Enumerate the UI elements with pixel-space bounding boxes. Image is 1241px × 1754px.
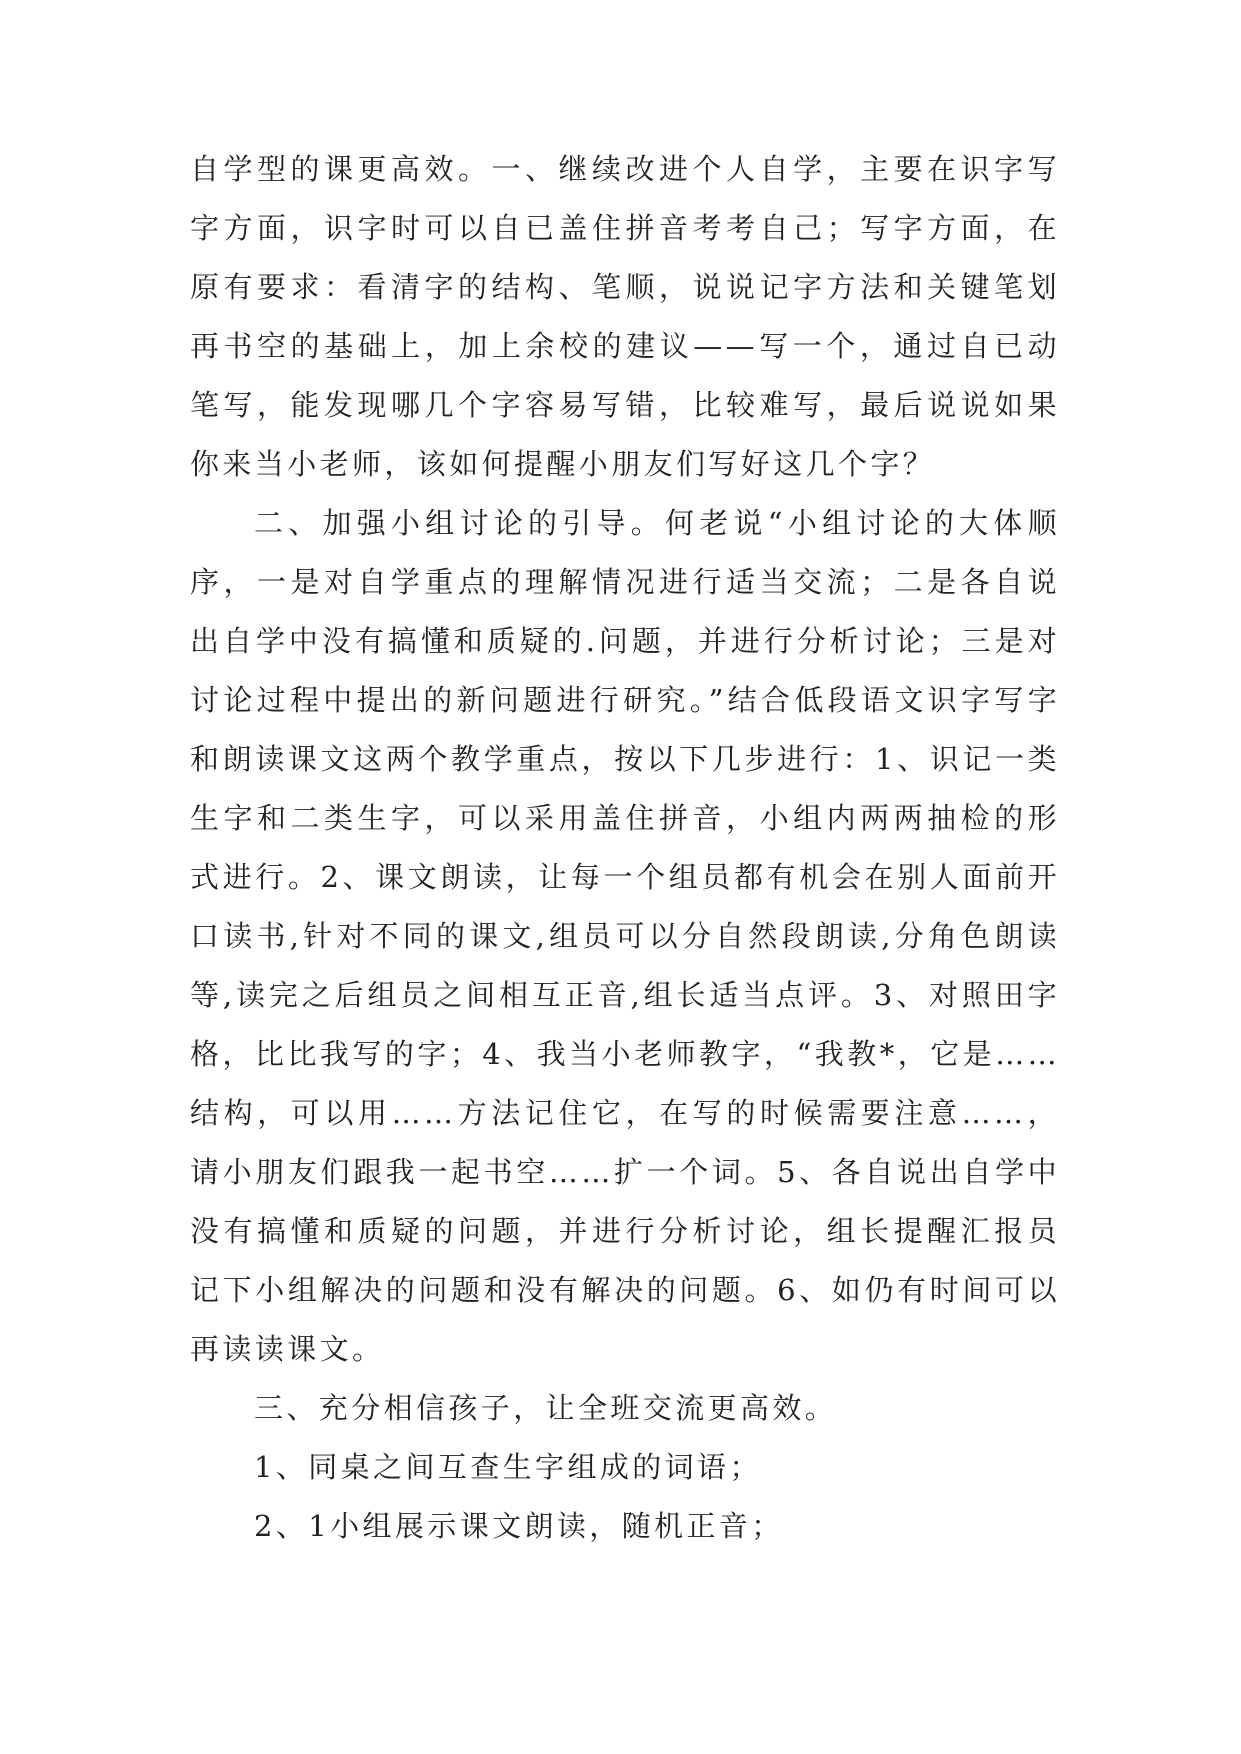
paragraph-list-item-2: 2、1小组展示课文朗读，随机正音； <box>254 1509 784 1543</box>
paragraph-list-item-1: 1、同桌之间互查生字组成的词语； <box>254 1450 762 1484</box>
paragraph-self-study: 自学型的课更高效。一、继续改进个人自学，主要在识字写字方面，识字时可以自已盖住拼音考考自己；写字方面，在原有要求：看清字的结构、笔顺，说说记字方法和关键笔划再书空的基础上，加上余校的建议——写一个，通过自已动笔写，能发现哪几个字容易写错，比较难写，最后说说如果你来当小老师，该如何提醒小朋友们写好这几个字？ <box>190 152 1060 481</box>
paragraph-class-exchange-heading: 三、充分相信孩子，让全班交流更高效。 <box>254 1391 838 1425</box>
paragraph-group-discussion: 二、加强小组讨论的引导。何老说“小组讨论的大体顺序，一是对自学重点的理解情况进行适当交流；二是各自说出自学中没有搞懂和质疑的.问题，并进行分析讨论；三是对讨论过程中提出的新问题进行研究。”结合低段语文识字写字和朗读课文这两个教学重点，按以下几步进行：1、识记一类生字和二类生字，可以采用盖住拼音，小组内两两抽检的形式进行。2、课文朗读，让每一个组员都有机会在别人面前开口读书,针对不同的课文,组员可以分自然段朗读,分角色朗读等,读完之后组员之间相互正音,组长适当点评。3、对照田字格，比比我写的字；4、我当小老师教字，“我教*，它是……结构，可以用……方法记住它，在写的时候需要注意……，请小朋友们跟我一起书空……扩一个词。5、各自说出自学中没有搞懂和质疑的问题，并进行分析讨论，组长提醒汇报员记下小组解决的问题和没有解决的问题。6、如仍有时间可以再读读课文。 <box>190 506 1060 1366</box>
document-body <box>190 140 1060 1556</box>
